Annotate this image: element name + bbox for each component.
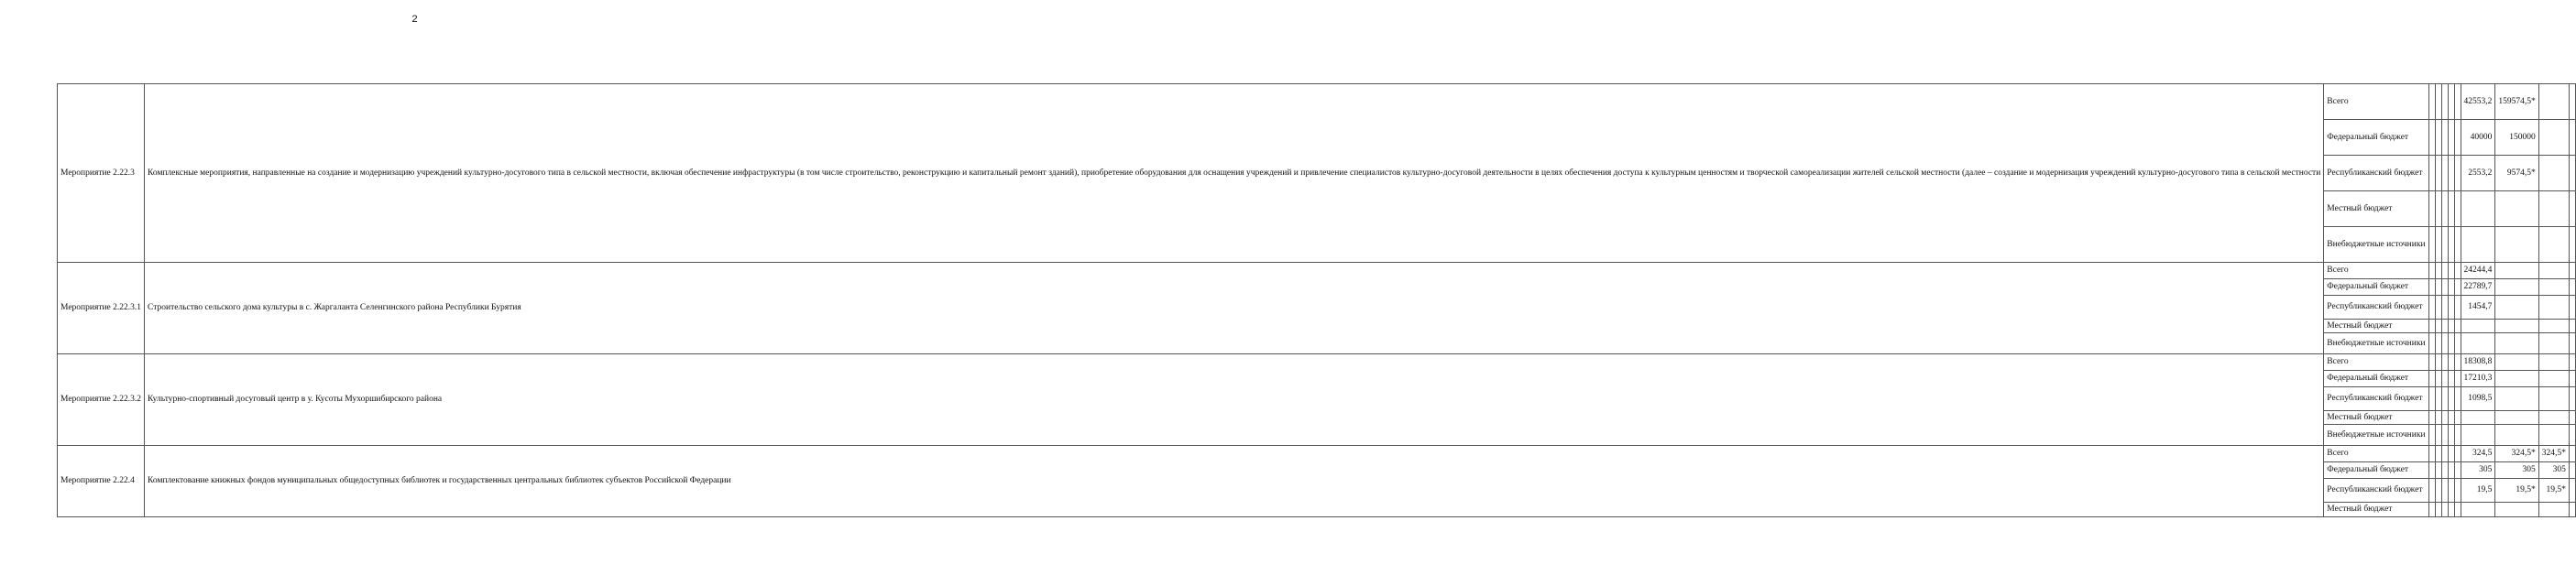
funding-value xyxy=(2454,191,2461,227)
funding-value xyxy=(2538,84,2569,120)
table-row xyxy=(58,84,2576,120)
funding-value: 24244,4 xyxy=(2461,263,2495,279)
funding-value xyxy=(2461,503,2495,517)
funding-value: 1454,7 xyxy=(2461,296,2495,320)
funding-value xyxy=(2454,462,2461,479)
funding-value xyxy=(2435,279,2441,296)
funding-value xyxy=(2448,446,2454,462)
funding-value xyxy=(2435,387,2441,411)
funding-value xyxy=(2569,120,2575,156)
funding-value xyxy=(2454,84,2461,120)
funding-value xyxy=(2441,191,2448,227)
funding-value xyxy=(2441,279,2448,296)
funding-value xyxy=(2441,354,2448,371)
table-row xyxy=(58,263,2576,279)
funding-value: 18308,8 xyxy=(2461,354,2495,371)
funding-value xyxy=(2569,156,2575,191)
funding-value xyxy=(2428,296,2435,320)
funding-source: Республиканский бюджет xyxy=(2324,479,2428,503)
funding-value xyxy=(2538,279,2569,296)
funding-value xyxy=(2454,503,2461,517)
funding-value xyxy=(2428,84,2435,120)
funding-value xyxy=(2435,84,2441,120)
funding-value xyxy=(2461,191,2495,227)
funding-value xyxy=(2441,333,2448,354)
funding-value xyxy=(2435,263,2441,279)
funding-value xyxy=(2538,354,2569,371)
funding-value xyxy=(2435,371,2441,387)
funding-value xyxy=(2495,191,2538,227)
table-row xyxy=(58,354,2576,371)
funding-value xyxy=(2428,446,2435,462)
funding-value xyxy=(2441,446,2448,462)
event-number: Мероприятие 2.22.4 xyxy=(58,446,145,517)
funding-value xyxy=(2448,503,2454,517)
funding-value xyxy=(2454,227,2461,263)
funding-value xyxy=(2448,279,2454,296)
funding-source: Республиканский бюджет xyxy=(2324,156,2428,191)
funding-value xyxy=(2448,479,2454,503)
event-description: Комплексные мероприятия, направленные на создание и модернизацию учреждений культурно-досугового типа в сельской местности, включая обеспечение инфраструктуры (в том числе строительство, реконструкцию и капитальный ремонт зданий), приобретение оборудования для оснащения учреждений и привлечение специалистов культурно-досуговой деятельности в целях обеспечения доступа к культурным ценностям и творческой самореализации жителей сельской местности (далее – создание и модернизация учреждений культурно-досугового типа в сельской местности xyxy=(145,84,2324,263)
funding-value xyxy=(2454,354,2461,371)
funding-value: 19,5* xyxy=(2495,479,2538,503)
funding-value xyxy=(2435,479,2441,503)
funding-value xyxy=(2428,227,2435,263)
funding-value xyxy=(2538,387,2569,411)
budget-table xyxy=(57,83,2576,517)
funding-value xyxy=(2569,425,2575,446)
funding-value xyxy=(2454,371,2461,387)
funding-value xyxy=(2538,333,2569,354)
funding-value: 19,5* xyxy=(2538,479,2569,503)
funding-value xyxy=(2435,296,2441,320)
funding-value xyxy=(2569,479,2575,503)
funding-value: 17210,3 xyxy=(2461,371,2495,387)
funding-source: Республиканский бюджет xyxy=(2324,387,2428,411)
funding-value xyxy=(2441,263,2448,279)
funding-value xyxy=(2448,411,2454,425)
funding-value xyxy=(2428,191,2435,227)
funding-value xyxy=(2448,333,2454,354)
funding-value: 324,5 xyxy=(2461,446,2495,462)
funding-value xyxy=(2435,120,2441,156)
funding-source: Местный бюджет xyxy=(2324,503,2428,517)
funding-value xyxy=(2435,320,2441,333)
funding-source: Федеральный бюджет xyxy=(2324,371,2428,387)
funding-value xyxy=(2428,320,2435,333)
funding-value xyxy=(2538,263,2569,279)
funding-value xyxy=(2441,387,2448,411)
funding-value xyxy=(2441,227,2448,263)
event-number: Мероприятие 2.22.3.2 xyxy=(58,354,145,446)
funding-value: 305 xyxy=(2538,462,2569,479)
funding-value: 40000 xyxy=(2461,120,2495,156)
funding-value xyxy=(2569,411,2575,425)
funding-value xyxy=(2569,503,2575,517)
funding-value xyxy=(2428,354,2435,371)
funding-source: Всего xyxy=(2324,446,2428,462)
funding-value xyxy=(2495,263,2538,279)
funding-value: 159574,5* xyxy=(2495,84,2538,120)
funding-source: Местный бюджет xyxy=(2324,320,2428,333)
funding-value xyxy=(2495,425,2538,446)
page-number: 2 xyxy=(411,14,418,25)
funding-value xyxy=(2538,503,2569,517)
funding-value xyxy=(2569,84,2575,120)
funding-value xyxy=(2569,296,2575,320)
funding-value xyxy=(2428,462,2435,479)
funding-value xyxy=(2441,371,2448,387)
funding-value xyxy=(2441,320,2448,333)
funding-value xyxy=(2454,425,2461,446)
funding-value xyxy=(2569,462,2575,479)
funding-value: 305 xyxy=(2495,462,2538,479)
funding-value: 19,5 xyxy=(2461,479,2495,503)
funding-value xyxy=(2448,320,2454,333)
funding-value xyxy=(2495,354,2538,371)
funding-value xyxy=(2569,320,2575,333)
funding-value xyxy=(2428,387,2435,411)
funding-value xyxy=(2441,462,2448,479)
funding-value xyxy=(2454,263,2461,279)
funding-value: 305 xyxy=(2461,462,2495,479)
funding-value xyxy=(2538,411,2569,425)
funding-source: Местный бюджет xyxy=(2324,191,2428,227)
funding-value xyxy=(2495,411,2538,425)
funding-value xyxy=(2569,371,2575,387)
funding-value xyxy=(2538,191,2569,227)
funding-value: 2553,2 xyxy=(2461,156,2495,191)
event-description: Строительство сельского дома культуры в с. Жаргаланта Селенгинского района Республики Бурятия xyxy=(145,263,2324,354)
funding-value xyxy=(2495,320,2538,333)
funding-value xyxy=(2435,411,2441,425)
funding-value xyxy=(2441,479,2448,503)
funding-source: Всего xyxy=(2324,84,2428,120)
funding-value xyxy=(2448,263,2454,279)
funding-value xyxy=(2495,503,2538,517)
funding-value xyxy=(2448,120,2454,156)
funding-value xyxy=(2569,279,2575,296)
funding-value xyxy=(2538,320,2569,333)
funding-value xyxy=(2441,84,2448,120)
funding-value: 324,5* xyxy=(2495,446,2538,462)
funding-value xyxy=(2448,387,2454,411)
funding-source: Местный бюджет xyxy=(2324,411,2428,425)
funding-value: 42553,2 xyxy=(2461,84,2495,120)
funding-value xyxy=(2435,425,2441,446)
funding-value xyxy=(2435,333,2441,354)
funding-value xyxy=(2448,354,2454,371)
funding-source: Республиканский бюджет xyxy=(2324,296,2428,320)
funding-value xyxy=(2448,156,2454,191)
funding-value xyxy=(2495,296,2538,320)
funding-value xyxy=(2569,263,2575,279)
funding-value: 324,5* xyxy=(2538,446,2569,462)
funding-value xyxy=(2435,156,2441,191)
funding-source: Внебюджетные источники xyxy=(2324,227,2428,263)
funding-value xyxy=(2538,227,2569,263)
funding-source: Федеральный бюджет xyxy=(2324,120,2428,156)
funding-value xyxy=(2538,425,2569,446)
funding-value xyxy=(2454,333,2461,354)
funding-value xyxy=(2461,425,2495,446)
funding-value xyxy=(2454,411,2461,425)
funding-value xyxy=(2495,333,2538,354)
funding-value xyxy=(2435,354,2441,371)
event-number: Мероприятие 2.22.3 xyxy=(58,84,145,263)
funding-value xyxy=(2569,354,2575,371)
funding-value xyxy=(2448,227,2454,263)
funding-value xyxy=(2448,84,2454,120)
funding-source: Федеральный бюджет xyxy=(2324,462,2428,479)
funding-value xyxy=(2538,120,2569,156)
funding-value xyxy=(2495,279,2538,296)
funding-value xyxy=(2461,227,2495,263)
funding-value xyxy=(2454,320,2461,333)
funding-value xyxy=(2435,446,2441,462)
funding-value xyxy=(2428,411,2435,425)
funding-value xyxy=(2538,156,2569,191)
funding-value xyxy=(2441,411,2448,425)
funding-value: 1098,5 xyxy=(2461,387,2495,411)
funding-value xyxy=(2454,479,2461,503)
funding-value xyxy=(2495,371,2538,387)
funding-value: 22789,7 xyxy=(2461,279,2495,296)
funding-value xyxy=(2495,227,2538,263)
funding-value xyxy=(2448,371,2454,387)
funding-value xyxy=(2428,503,2435,517)
funding-value xyxy=(2428,156,2435,191)
funding-value xyxy=(2454,387,2461,411)
funding-value xyxy=(2441,503,2448,517)
funding-value xyxy=(2441,120,2448,156)
funding-value xyxy=(2461,411,2495,425)
funding-value xyxy=(2441,296,2448,320)
funding-value xyxy=(2435,503,2441,517)
funding-value xyxy=(2461,320,2495,333)
funding-value xyxy=(2454,446,2461,462)
funding-value xyxy=(2569,446,2575,462)
funding-value xyxy=(2441,156,2448,191)
funding-value xyxy=(2454,296,2461,320)
funding-value xyxy=(2569,387,2575,411)
funding-value xyxy=(2461,333,2495,354)
funding-value xyxy=(2448,425,2454,446)
funding-value xyxy=(2569,333,2575,354)
funding-value: 9574,5* xyxy=(2495,156,2538,191)
funding-source: Федеральный бюджет xyxy=(2324,279,2428,296)
funding-value xyxy=(2435,462,2441,479)
table-row xyxy=(58,446,2576,462)
funding-source: Всего xyxy=(2324,354,2428,371)
funding-value xyxy=(2428,425,2435,446)
funding-value xyxy=(2428,279,2435,296)
funding-source: Всего xyxy=(2324,263,2428,279)
funding-value xyxy=(2569,227,2575,263)
funding-value: 150000 xyxy=(2495,120,2538,156)
funding-value xyxy=(2428,333,2435,354)
funding-value xyxy=(2428,263,2435,279)
funding-value xyxy=(2495,387,2538,411)
funding-value xyxy=(2538,296,2569,320)
funding-value xyxy=(2538,371,2569,387)
funding-value xyxy=(2454,156,2461,191)
funding-value xyxy=(2448,462,2454,479)
event-description: Комплектование книжных фондов муниципальных общедоступных библиотек и государственных центральных библиотек субъектов Российской Федерации xyxy=(145,446,2324,517)
funding-value xyxy=(2435,227,2441,263)
event-description: Культурно-спортивный досуговый центр в у. Кусоты Мухоршибирского района xyxy=(145,354,2324,446)
funding-value xyxy=(2428,371,2435,387)
funding-value xyxy=(2428,120,2435,156)
funding-value xyxy=(2441,425,2448,446)
funding-value xyxy=(2454,120,2461,156)
funding-value xyxy=(2435,191,2441,227)
funding-value xyxy=(2454,279,2461,296)
event-number: Мероприятие 2.22.3.1 xyxy=(58,263,145,354)
funding-source: Внебюджетные источники xyxy=(2324,333,2428,354)
funding-value xyxy=(2428,479,2435,503)
funding-value xyxy=(2448,191,2454,227)
funding-value xyxy=(2448,296,2454,320)
funding-value xyxy=(2569,191,2575,227)
funding-source: Внебюджетные источники xyxy=(2324,425,2428,446)
